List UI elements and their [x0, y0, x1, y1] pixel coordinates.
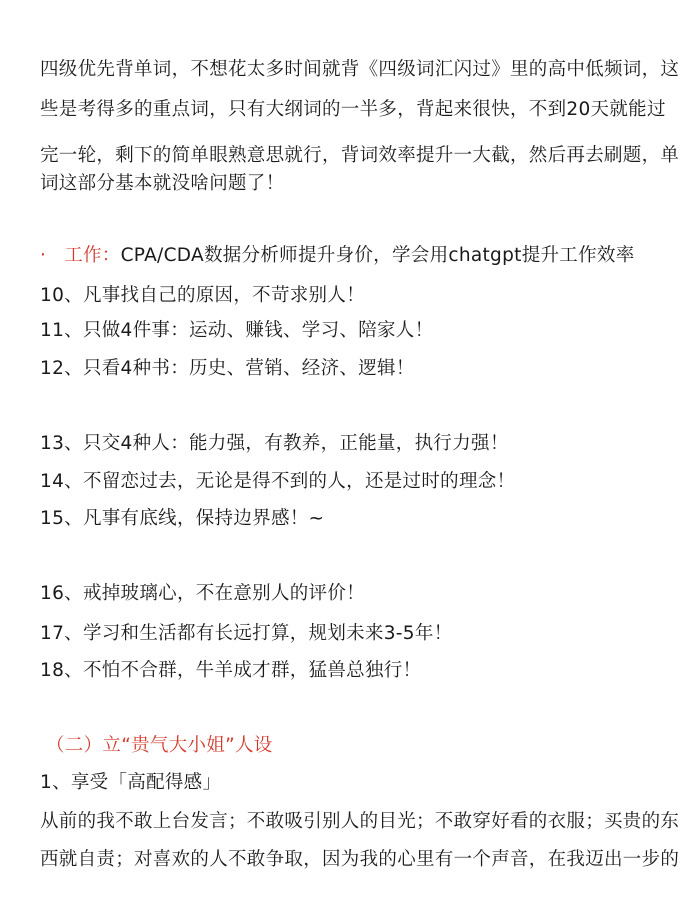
list-item-16: 16、戒掉玻璃心，不在意别人的评价！ — [40, 583, 365, 604]
intro-line-3: 完一轮，剩下的简单眼熟意思就行，背词效率提升一大截，然后再去刷题，单 — [40, 145, 680, 166]
list-item-13: 13、只交4种人：能力强，有教养，正能量，执行力强！ — [40, 433, 509, 454]
intro-line-1: 四级优先背单词，不想花太多时间就背《四级词汇闪过》里的高中低频词，这 — [40, 59, 680, 80]
work-label: 工作： — [64, 245, 121, 266]
work-text: CPA/CDA数据分析师提升身价，学会用chatgpt提升工作效率 — [120, 245, 635, 266]
intro-line-4: 词这部分基本就没啥问题了！ — [40, 173, 285, 194]
list-item-14: 14、不留恋过去，无论是得不到的人，还是过时的理念！ — [40, 471, 516, 492]
list-item-18: 18、不怕不合群，牛羊成才群，猛兽总独行！ — [40, 660, 422, 681]
list-item-10: 10、凡事找自己的原因，不苛求别人！ — [40, 285, 365, 306]
paragraph-line-1: 从前的我不敢上台发言；不敢吸引别人的目光；不敢穿好看的衣服；买贵的东 — [40, 811, 680, 832]
section-heading: （二）立“贵气大小姐”人设 — [46, 735, 273, 756]
list-item-12: 12、只看4种书：历史、营销、经济、逻辑！ — [40, 358, 415, 379]
paragraph-line-2: 西就自责；对喜欢的人不敢争取，因为我的心里有一个声音，在我迈出一步的 — [40, 849, 680, 870]
list-item-11: 11、只做4件事：运动、赚钱、学习、陪家人！ — [40, 320, 434, 341]
work-line — [40, 243, 635, 269]
intro-line-2: 些是考得多的重点词，只有大纲词的一半多，背起来很快，不到20天就能过 — [40, 99, 666, 120]
list-item-17: 17、学习和生活都有长远打算，规划未来3-5年！ — [40, 623, 453, 644]
list-item-15: 15、凡事有底线，保持边界感！~ — [40, 508, 325, 529]
bullet-dot: · — [40, 245, 47, 266]
subsection-title: 1、享受「高配得感」 — [40, 772, 222, 793]
